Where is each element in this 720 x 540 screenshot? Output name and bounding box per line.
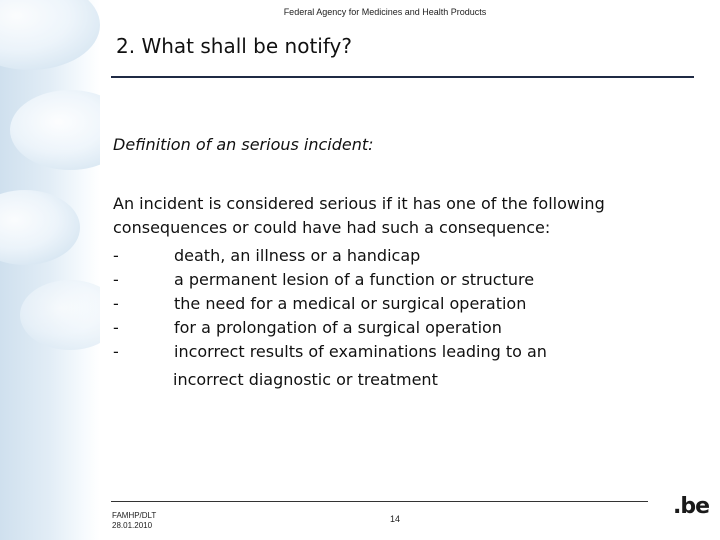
slide-title: 2. What shall be notify?: [116, 34, 352, 58]
pill-shape: [0, 0, 100, 70]
pill-shape: [10, 90, 100, 170]
list-item-text: the need for a medical or surgical operation: [174, 294, 527, 313]
list-dash: -: [113, 318, 119, 337]
list-item-text: for a prolongation of a surgical operation: [174, 318, 502, 337]
list-item-text: incorrect results of examinations leading to an: [174, 342, 547, 361]
pill-shape: [20, 280, 100, 350]
be-logo: .be: [673, 494, 710, 519]
consequence-list: [113, 244, 683, 392]
list-item-text: death, an illness or a handicap: [174, 246, 421, 265]
agency-header: Federal Agency for Medicines and Health Products: [283, 7, 487, 17]
list-item: [113, 244, 683, 268]
list-item: [113, 268, 683, 292]
background-pill-image: [0, 0, 100, 540]
list-dash: -: [113, 342, 119, 361]
definition-heading: Definition of an serious incident:: [113, 135, 374, 154]
list-dash: -: [113, 270, 119, 289]
footer-org: FAMHP/DLT: [112, 511, 157, 520]
list-item: [113, 292, 683, 316]
intro-paragraph: An incident is considered serious if it has one of the following consequences or could have had such a consequence:: [113, 194, 605, 237]
list-item: [113, 340, 683, 364]
title-underline: [111, 76, 694, 78]
list-dash: -: [113, 246, 119, 265]
list-dash: -: [113, 294, 119, 313]
list-item-continuation: incorrect diagnostic or treatment: [173, 370, 438, 389]
footer-info: [112, 511, 156, 531]
footer-divider: [111, 501, 648, 502]
page-number: 14: [390, 514, 401, 524]
pill-shape: [0, 190, 80, 265]
list-item: [113, 316, 683, 340]
list-item-text: a permanent lesion of a function or structure: [174, 270, 535, 289]
footer-date: 28.01.2010: [112, 521, 153, 530]
